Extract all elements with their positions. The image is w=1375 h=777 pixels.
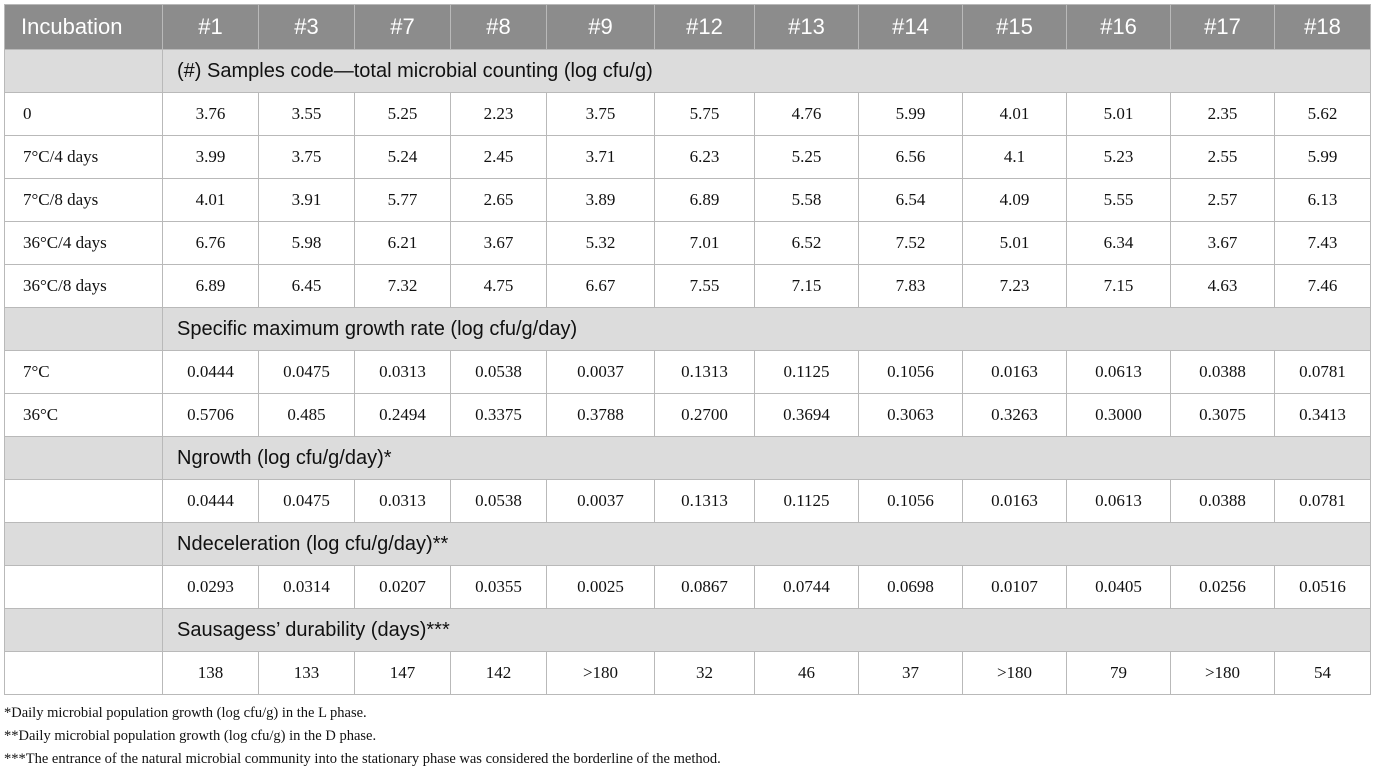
table-cell: 0.0314 xyxy=(259,566,355,609)
table-cell: >180 xyxy=(547,652,655,695)
table-cell: 0.0037 xyxy=(547,480,655,523)
table-cell: 7.55 xyxy=(655,265,755,308)
table-cell: 7.83 xyxy=(859,265,963,308)
table-cell: 0.0355 xyxy=(451,566,547,609)
table-cell: 0.0538 xyxy=(451,351,547,394)
table-cell: 4.01 xyxy=(163,179,259,222)
table-cell: 37 xyxy=(859,652,963,695)
table-cell: 2.35 xyxy=(1171,93,1275,136)
table-cell: 0.0475 xyxy=(259,480,355,523)
table-cell: 79 xyxy=(1067,652,1171,695)
header-sample-code: #8 xyxy=(451,5,547,50)
table-cell: 7.01 xyxy=(655,222,755,265)
table-cell: 142 xyxy=(451,652,547,695)
table-row xyxy=(5,179,1371,222)
section-title: Specific maximum growth rate (log cfu/g/day) xyxy=(163,308,1371,351)
table-cell: 3.75 xyxy=(259,136,355,179)
table-cell: 6.13 xyxy=(1275,179,1371,222)
table-cell: 0.0444 xyxy=(163,351,259,394)
table-cell: 0.0781 xyxy=(1275,480,1371,523)
data-table xyxy=(4,4,1371,695)
table-cell: 0.0444 xyxy=(163,480,259,523)
header-sample-code: #16 xyxy=(1067,5,1171,50)
row-label: 36°C/4 days xyxy=(5,222,163,265)
header-row xyxy=(5,5,1371,50)
table-cell: 0.0867 xyxy=(655,566,755,609)
table-cell: 0.0744 xyxy=(755,566,859,609)
table-cell: >180 xyxy=(963,652,1067,695)
table-cell: 6.67 xyxy=(547,265,655,308)
table-cell: 2.65 xyxy=(451,179,547,222)
table-cell: 0.0405 xyxy=(1067,566,1171,609)
section-blank-cell xyxy=(5,437,163,480)
header-sample-code: #12 xyxy=(655,5,755,50)
table-cell: 3.99 xyxy=(163,136,259,179)
row-label: 0 xyxy=(5,93,163,136)
table-cell: 3.75 xyxy=(547,93,655,136)
table-cell: 0.0781 xyxy=(1275,351,1371,394)
table-cell: 0.5706 xyxy=(163,394,259,437)
table-cell: 7.15 xyxy=(1067,265,1171,308)
table-cell: 0.0698 xyxy=(859,566,963,609)
table-cell: 6.23 xyxy=(655,136,755,179)
table-cell: 0.0163 xyxy=(963,351,1067,394)
header-sample-code: #3 xyxy=(259,5,355,50)
table-cell: 3.55 xyxy=(259,93,355,136)
table-cell: 0.0163 xyxy=(963,480,1067,523)
table-row xyxy=(5,93,1371,136)
table-cell: 5.77 xyxy=(355,179,451,222)
table-cell: 0.3075 xyxy=(1171,394,1275,437)
table-cell: 0.1125 xyxy=(755,480,859,523)
section-header-row xyxy=(5,523,1371,566)
table-cell: 3.71 xyxy=(547,136,655,179)
table-cell: 0.0475 xyxy=(259,351,355,394)
section-title: (#) Samples code—total microbial counting (log cfu/g) xyxy=(163,50,1371,93)
table-cell: 0.0037 xyxy=(547,351,655,394)
section-header-row xyxy=(5,50,1371,93)
table-cell: 0.0293 xyxy=(163,566,259,609)
table-cell: 0.0538 xyxy=(451,480,547,523)
table-cell: 0.1313 xyxy=(655,351,755,394)
table-cell: 0.3263 xyxy=(963,394,1067,437)
table-cell: 0.0388 xyxy=(1171,351,1275,394)
table-cell: 3.91 xyxy=(259,179,355,222)
section-blank-cell xyxy=(5,523,163,566)
row-label: 36°C xyxy=(5,394,163,437)
table-cell: 6.54 xyxy=(859,179,963,222)
table-cell: 0.2700 xyxy=(655,394,755,437)
table-cell: 0.3375 xyxy=(451,394,547,437)
table-cell: 5.55 xyxy=(1067,179,1171,222)
table-cell: 4.1 xyxy=(963,136,1067,179)
header-sample-code: #14 xyxy=(859,5,963,50)
table-cell: 0.0313 xyxy=(355,480,451,523)
table-cell: 54 xyxy=(1275,652,1371,695)
table-cell: 2.55 xyxy=(1171,136,1275,179)
table-row xyxy=(5,394,1371,437)
table-cell: 0.3788 xyxy=(547,394,655,437)
table-cell: 4.75 xyxy=(451,265,547,308)
table-cell: 0.1125 xyxy=(755,351,859,394)
table-cell: 7.15 xyxy=(755,265,859,308)
table-cell: 32 xyxy=(655,652,755,695)
table-cell: 147 xyxy=(355,652,451,695)
table-cell: 2.23 xyxy=(451,93,547,136)
table-cell: 5.01 xyxy=(1067,93,1171,136)
footnote: *Daily microbial population growth (log cfu/g) in the L phase. xyxy=(4,705,367,721)
table-cell: 138 xyxy=(163,652,259,695)
table-cell: 6.34 xyxy=(1067,222,1171,265)
table-cell: 5.75 xyxy=(655,93,755,136)
table-cell: 4.01 xyxy=(963,93,1067,136)
table-cell: 0.2494 xyxy=(355,394,451,437)
footnote: ***The entrance of the natural microbial community into the stationary phase was considered the borderline of the method. xyxy=(4,751,721,767)
table-cell: 7.43 xyxy=(1275,222,1371,265)
table-cell: 46 xyxy=(755,652,859,695)
table-cell: 5.62 xyxy=(1275,93,1371,136)
row-label: 7°C xyxy=(5,351,163,394)
row-label xyxy=(5,652,163,695)
header-sample-code: #9 xyxy=(547,5,655,50)
table-cell: 0.1313 xyxy=(655,480,755,523)
table-cell: 4.63 xyxy=(1171,265,1275,308)
footnotes xyxy=(4,702,1370,771)
table-cell: 5.25 xyxy=(355,93,451,136)
table-cell: 5.01 xyxy=(963,222,1067,265)
row-label xyxy=(5,566,163,609)
header-sample-code: #13 xyxy=(755,5,859,50)
table-cell: 0.0613 xyxy=(1067,351,1171,394)
table-cell: 0.0313 xyxy=(355,351,451,394)
header-sample-code: #1 xyxy=(163,5,259,50)
section-header-row xyxy=(5,609,1371,652)
table-cell: 6.89 xyxy=(655,179,755,222)
section-title: Ndeceleration (log cfu/g/day)** xyxy=(163,523,1371,566)
table-cell: 0.0107 xyxy=(963,566,1067,609)
section-blank-cell xyxy=(5,50,163,93)
table-cell: 5.58 xyxy=(755,179,859,222)
table-cell: 7.46 xyxy=(1275,265,1371,308)
table-cell: 5.23 xyxy=(1067,136,1171,179)
row-label: 7°C/8 days xyxy=(5,179,163,222)
table-cell: >180 xyxy=(1171,652,1275,695)
header-sample-code: #17 xyxy=(1171,5,1275,50)
table-cell: 133 xyxy=(259,652,355,695)
table-row xyxy=(5,566,1371,609)
table-row xyxy=(5,136,1371,179)
table-row xyxy=(5,351,1371,394)
table-cell: 0.0207 xyxy=(355,566,451,609)
table-cell: 5.24 xyxy=(355,136,451,179)
table-cell: 0.1056 xyxy=(859,351,963,394)
table-cell: 5.32 xyxy=(547,222,655,265)
table-cell: 7.23 xyxy=(963,265,1067,308)
table-cell: 2.45 xyxy=(451,136,547,179)
table-cell: 0.3000 xyxy=(1067,394,1171,437)
table-cell: 6.89 xyxy=(163,265,259,308)
table-cell: 3.67 xyxy=(1171,222,1275,265)
table-cell: 5.99 xyxy=(859,93,963,136)
table-cell: 7.52 xyxy=(859,222,963,265)
header-incubation: Incubation xyxy=(5,5,163,50)
table-row xyxy=(5,222,1371,265)
table-container xyxy=(4,4,1370,771)
table-cell: 3.76 xyxy=(163,93,259,136)
header-sample-code: #15 xyxy=(963,5,1067,50)
table-cell: 0.3694 xyxy=(755,394,859,437)
section-header-row xyxy=(5,437,1371,480)
section-blank-cell xyxy=(5,308,163,351)
table-cell: 3.89 xyxy=(547,179,655,222)
section-blank-cell xyxy=(5,609,163,652)
table-cell: 5.98 xyxy=(259,222,355,265)
header-sample-code: #7 xyxy=(355,5,451,50)
table-cell: 7.32 xyxy=(355,265,451,308)
table-cell: 6.76 xyxy=(163,222,259,265)
table-cell: 6.21 xyxy=(355,222,451,265)
footnote: **Daily microbial population growth (log cfu/g) in the D phase. xyxy=(4,728,377,744)
section-title: Ngrowth (log cfu/g/day)* xyxy=(163,437,1371,480)
table-cell: 6.56 xyxy=(859,136,963,179)
table-cell: 6.52 xyxy=(755,222,859,265)
table-cell: 0.0025 xyxy=(547,566,655,609)
table-cell: 5.25 xyxy=(755,136,859,179)
table-cell: 0.0256 xyxy=(1171,566,1275,609)
table-cell: 0.1056 xyxy=(859,480,963,523)
table-row xyxy=(5,652,1371,695)
header-sample-code: #18 xyxy=(1275,5,1371,50)
table-cell: 0.3413 xyxy=(1275,394,1371,437)
section-header-row xyxy=(5,308,1371,351)
table-body xyxy=(5,5,1371,695)
row-label: 7°C/4 days xyxy=(5,136,163,179)
table-row xyxy=(5,265,1371,308)
table-cell: 4.76 xyxy=(755,93,859,136)
row-label: 36°C/8 days xyxy=(5,265,163,308)
table-cell: 0.0613 xyxy=(1067,480,1171,523)
table-cell: 0.485 xyxy=(259,394,355,437)
table-cell: 2.57 xyxy=(1171,179,1275,222)
row-label xyxy=(5,480,163,523)
table-cell: 0.0516 xyxy=(1275,566,1371,609)
table-cell: 6.45 xyxy=(259,265,355,308)
table-cell: 3.67 xyxy=(451,222,547,265)
table-cell: 4.09 xyxy=(963,179,1067,222)
table-cell: 0.3063 xyxy=(859,394,963,437)
table-cell: 0.0388 xyxy=(1171,480,1275,523)
table-cell: 5.99 xyxy=(1275,136,1371,179)
section-title: Sausagess’ durability (days)*** xyxy=(163,609,1371,652)
table-row xyxy=(5,480,1371,523)
